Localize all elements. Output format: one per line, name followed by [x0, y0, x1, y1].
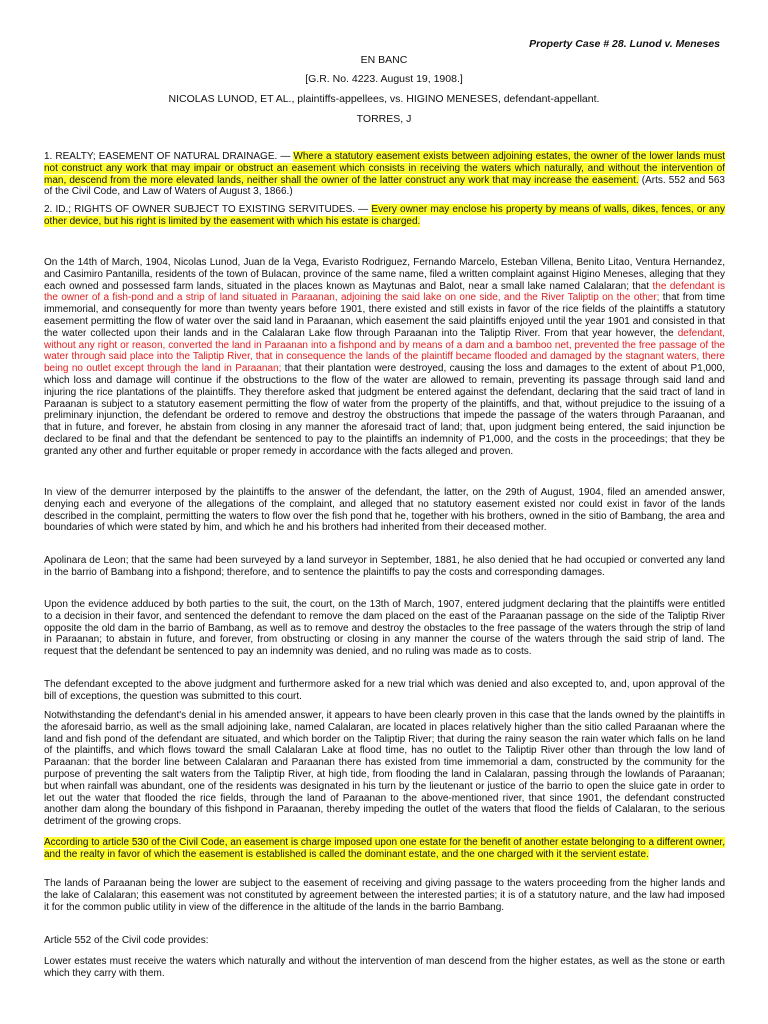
syllabus-2-lead: 2. ID.; RIGHTS OF OWNER SUBJECT TO EXISTING SERVITUDES. — — [44, 204, 372, 215]
court-division: EN BANC — [360, 54, 408, 66]
paragraph-1-text-a: On the 14th of March, 1904, Nicolas Lunod, Juan de la Vega, Evaristo Rodriguez, Fernando Marcelo, Esteban Villena, Benito Litao, Ventura Hernandez, and Casimiro Pantanilla, residents of the town of Bulacan, province of the same name, filed a written complaint against Higino Meneses, alleging that they each owned and possessed farm lands, situated in the places known as Maytunas and Balot, near a small lake named Calalaran; that — [44, 257, 725, 292]
syllabus-2 — [44, 204, 725, 228]
body-paragraph-6: Notwithstanding the defendant's denial in his amended answer, it appears to have been clearly proven in this case that the lands owned by the plaintiffs in the aforesaid barrio, as well as the small adjoining lake, named Calalaran, are located in places relatively higher than the sitio called Paraanan where the land and fish pond of the defendant are situated, and which border on the Taliptip River; that during the rainy season the rain water which falls on he land of the plaintiffs, and which flows toward the small Calalaran Lake at flood time, has no outlet to the Taliptip River other than through the low land of Paraanan: that the border line between Calalaran and Paraanan there has existed from time immemorial a dam, constructed by the community for the purpose of preventing the salt waters from the Taliptip River, at high tide, from flooding the land in Calalaran, passing through the lowlands of Paraanan; but when rainfall was abundant, one of the residents was designated in his turn by the lieutenant or justice of the barrio to open the sluice gate in order to let out the water that flooded the rice fields, through the land of Paraanan to the above-mentioned river, that since 1901, the defendant constructed another dam along the boundary of this fishpond in Paraanan, thereby impeding the outlet of the waters that flood the fields of Calalaran, to the serious detriment of the growing crops. — [44, 710, 725, 828]
body-paragraph-4: Upon the evidence adduced by both parties to the suit, the court, on the 13th of March, 1907, entered judgment declaring that the plaintiffs were entitled to a decision in their favor, and sentenced the defendant to remove the dam placed on the east of the Paraanan passage on the side of the Taliptip River opposite the old dam in the barrio of Bambang, as well as to remove and destroy the obstacles to the free passage of the waters through the strip of land in Paraanan; to abstain in future, and forever, from obstructing or closing in any manner the course of the waters through the said strip of land. The request that the defendant be sentenced to pay an indemnity was denied, and no ruling was made as to costs. — [44, 599, 725, 658]
body-paragraph-7 — [44, 837, 725, 861]
syllabus-1 — [44, 151, 725, 198]
case-title: Property Case # 28. Lunod v. Meneses — [529, 38, 720, 50]
body-paragraph-8: The lands of Paraanan being the lower are subject to the easement of receiving and giving passage to the waters proceeding from the higher lands and the lake of Calalaran; this easement was not constituted by agreement between the interested parties; it is of a statutory nature, and the law had imposed it for the common public utility in view of the difference in the altitude of the lands in the barrio Bambang. — [44, 878, 725, 913]
syllabus-1-lead: 1. REALTY; EASEMENT OF NATURAL DRAINAGE. — — [44, 151, 294, 162]
docket-number: [G.R. No. 4223. August 19, 1908.] — [305, 73, 463, 85]
syllabus-1-tail: (Arts. 552 and 563 of the Civil Code, and Law of Waters of August 3, 1866.) — [44, 174, 725, 198]
paragraph-1-red-text-1: the defendant is the owner of a fish-pond and a strip of land situated in Paraanan, adjoining the said lake on one side, and the River Taliptip on the other; — [44, 280, 725, 304]
case-parties: NICOLAS LUNOD, ET AL., plaintiffs-appellees, vs. HIGINO MENESES, defendant-appellant. — [168, 93, 600, 105]
body-paragraph-5: The defendant excepted to the above judgment and furthermore asked for a new trial which was denied and also excepted to, and, upon approval of the bill of exceptions, the question was submitted to this court. — [44, 679, 725, 702]
paragraph-1-text-b: that from time immemorial, and consequently for more than twenty years before 1901, there existed and still exists in favor of the rice fields of the plaintiffs a statutory easement permitting the flow of water over the said land in Paraanan, which easement the said plaintiffs enjoyed until the year 1901 and consisted in that the water collected upon their lands and in the Calalaran Lake flow through Paraanan into the Taliptip River. From that year however, the — [44, 292, 725, 339]
body-paragraph-1 — [44, 257, 725, 458]
body-paragraph-2: In view of the demurrer interposed by the plaintiffs to the answer of the defendant, the latter, on the 29th of August, 1904, filed an amended answer, denying each and everyone of the allegations of the complaint, and alleged that no statutory easement existed nor could exist in favor of the lands described in the complaint, permitting the waters to flow over the fish pond that he, together with his brothers, owned in the sitio of Bambang, the area and boundaries of which were stated by him, and which he and his brothers had inherited from their deceased mother. — [44, 487, 725, 534]
body-paragraph-9: Article 552 of the Civil code provides: — [44, 935, 209, 946]
body-paragraph-10: Lower estates must receive the waters which naturally and without the intervention of man descend from the higher estates, as well as the stone or earth which they carry with them. — [44, 956, 725, 979]
ponente: TORRES, J — [356, 113, 412, 125]
syllabus-2-highlight: Every owner may enclose his property by means of walls, dikes, fences, or any other device, but his right is limited by the easement with which his estate is charged. — [44, 204, 725, 227]
paragraph-1-red-text-2: defendant, without any right or reason, converted the land in Paraanan into a fishpond and by means of a dam and a bamboo net, prevented the free passage of the water through said place into the Taliptip River, that in consequence the lands of the plaintiff became flooded and damaged by the stagnant waters, there being no outlet except through the land in Paraanan; — [44, 327, 725, 375]
body-paragraph-3: Apolinara de Leon; that the same had been surveyed by a land surveyor in September, 1881, he also denied that he had occupied or converted any land in the barrio of Bambang into a fishpond; therefore, and to sentence the plaintiffs to pay the costs and corresponding damages. — [44, 555, 725, 578]
article-530-highlight: According to article 530 of the Civil Code, an easement is charge imposed upon one estate for the benefit of another estate belonging to a different owner, and the realty in favor of which the easement is established is called the dominant estate, and the one charged with it the servient estate. — [44, 837, 725, 860]
syllabus-1-highlight: Where a statutory easement exists between adjoining estates, the owner of the lower lands must not construct any work that may impair or obstruct an easement which consists in receiving the waters which naturally, and without the intervention of man, descend from the more elevated lands, neither shall the owner of the latter construct any work that may increase the easement. — [44, 151, 725, 186]
paragraph-1-text-c: that their plantation were destroyed, causing the loss and damages to the extent of about P1,000, which loss and damage will continue if the obstructions to the flow of the water are allowed to remain, preventing its passage through said land and injuring the rice plantations of the plaintiffs. They therefore asked that judgment be entered against the defendant, declaring that the said tract of land in Paraanan is subject to a statutory easement permitting the flow of water from the property of the plaintiffs, and that, without prejudice to the issuing of a preliminary injunction, the defendant be ordered to remove and destroy the obstructions that impede the passage of the waters through Paraanan, and that in future, and forever, he abstain from closing in any manner the aforesaid tract of land; that, upon judgment being entered, the said injunction be declared to be final and that the defendant be sentenced to pay to the plaintiffs an indemnity of P1,000, and the costs in the proceedings; that they be granted any other and further equitable or proper remedy in accordance with the facts alleged and proven. — [44, 363, 725, 457]
